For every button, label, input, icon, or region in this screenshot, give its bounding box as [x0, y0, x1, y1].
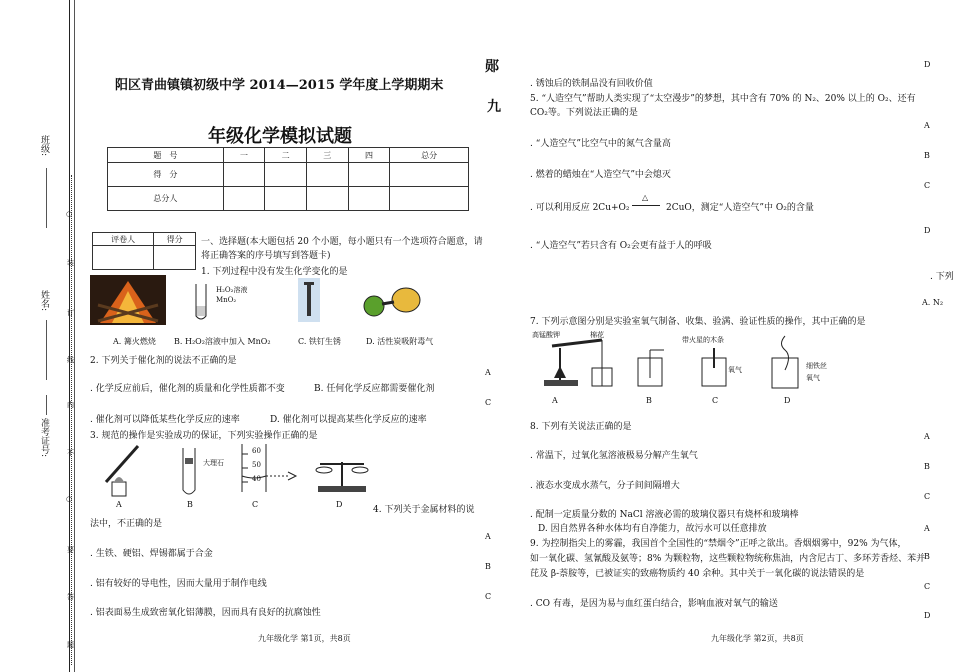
- seal-char-5: 不: [67, 449, 74, 457]
- bonfire-image: [90, 275, 166, 325]
- question-5: 5. “人造空气”帮助人类实现了“太空漫步”的梦想，其中含有 70% 的 N₂、20% 以上的 O₂、还有: [530, 94, 916, 104]
- score-table: [107, 147, 469, 211]
- right-margin-letter: A: [924, 524, 930, 533]
- score-row-label: 得 分: [108, 163, 224, 187]
- test-tube-image: [188, 282, 214, 324]
- left-margin-letter: A: [485, 368, 491, 377]
- q5-option-3: . 可以利用反应 2Cu+O₂: [530, 203, 630, 213]
- seal-circle-2: ○: [66, 495, 73, 503]
- name-label: 姓名:: [39, 290, 49, 312]
- right-margin-letter: A: [924, 121, 930, 130]
- side-char-1: 郧: [485, 59, 499, 75]
- score-cell[interactable]: [223, 163, 265, 187]
- q7-figure-a-apparatus: [534, 338, 614, 390]
- q7-figure-c-bottle: [698, 346, 732, 388]
- seal-char-7: 答: [67, 593, 74, 601]
- question-8: 8. 下列有关说法正确的是: [530, 422, 632, 432]
- left-margin-letter: A: [485, 532, 491, 541]
- q7-letter-d: D: [784, 396, 791, 405]
- binding-line-outer: [69, 0, 70, 672]
- grader-table: [92, 232, 196, 270]
- left-margin-letter: C: [485, 592, 492, 601]
- q7-label-wire: 细铁丝: [806, 362, 827, 370]
- reaction-arrow-line: [632, 205, 660, 206]
- seal-char-2: 订: [67, 309, 74, 317]
- score-header-2: 二: [265, 148, 307, 163]
- q3-letter-a: A: [116, 500, 122, 509]
- question-7: 7. 下列示意图分别是实验室氧气制备、收集、验满、验证性质的操作，其中正确的是: [530, 317, 866, 327]
- q7-label-oxygen-c: 氧气: [728, 366, 742, 374]
- seal-char-8: 题: [67, 641, 74, 649]
- right-margin-letter: C: [924, 181, 931, 190]
- question-9-cont-2: 芘及 β-萘胺等，已被证实的致癌物质约 40 余种。其中关于一氧化碳的说法错误的是: [530, 569, 865, 579]
- q5-option-3-cont: 2CuO，测定“人造空气”中 O₂的含量: [666, 203, 814, 213]
- question-5-cont: CO₂等。下列说法正确的是: [530, 108, 638, 118]
- right-margin-letter: C: [924, 582, 931, 591]
- right-margin-letter: B: [924, 462, 930, 471]
- grader-row-label: 总分人: [108, 187, 224, 211]
- q7-letter-c: C: [712, 396, 719, 405]
- score-cell[interactable]: [306, 163, 348, 187]
- question-9: 9. 为控制指尖上的雾霾，我国首个全国性的“禁烟令”正呼之欲出。香烟烟雾中，92% 为气体，: [530, 539, 907, 549]
- seal-char-3: 线: [67, 356, 74, 364]
- q3-figure-c-cylinder: [238, 442, 308, 498]
- seal-char-1: 装: [67, 259, 74, 267]
- score-cell[interactable]: [223, 187, 265, 211]
- q3-letter-c: C: [252, 500, 259, 509]
- left-margin-letter: C: [485, 398, 492, 407]
- q5-option-4: . “人造空气”若只含有 O₂会更有益于人的呼吸: [530, 241, 712, 251]
- question-9-cont-1: 如一氧化碳、氢氰酸及氨等；8% 为颗粒物，这些颗粒物统称焦油，内含尼古丁、多环芳香烃、苯并: [530, 554, 926, 564]
- right-margin-letter: B: [924, 552, 930, 561]
- q2-option-d: D. 催化剂可以提高某些化学反应的速率: [270, 415, 427, 425]
- points-header: 得分: [154, 233, 196, 246]
- exam-title-line2: 年级化学模拟试题: [208, 126, 352, 147]
- heat-triangle: △: [642, 193, 649, 202]
- score-header-1: 一: [223, 148, 265, 163]
- score-header-total: 总分: [390, 148, 469, 163]
- side-char-2: 九: [487, 99, 501, 115]
- q9-option-1: . CO 有毒，是因为易与血红蛋白结合，影响血液对氧气的输送: [530, 599, 778, 609]
- right-margin-letter: A: [924, 432, 930, 441]
- question-3: 3. 规范的操作是实验成功的保证，下列实验操作正确的是: [90, 431, 318, 441]
- q7-figure-b-bottle: [634, 348, 666, 388]
- name-underline: [46, 320, 47, 380]
- q4-option-3: . 铝表面易生成致密氧化铝薄膜，因而具有良好的抗腐蚀性: [90, 608, 321, 618]
- score-cell[interactable]: [265, 163, 307, 187]
- seal-char-6: 要: [67, 546, 74, 554]
- score-cell[interactable]: [348, 187, 390, 211]
- seal-circle-1: ○: [66, 210, 73, 218]
- seal-char-4: 内: [67, 401, 74, 409]
- left-margin-letter: B: [485, 562, 491, 571]
- score-cell[interactable]: [390, 187, 469, 211]
- q3-figure-a-heating: [98, 442, 148, 500]
- right-margin-letter: D: [924, 611, 931, 620]
- gas-mask-image: [360, 284, 424, 320]
- scale-50: 50: [252, 461, 261, 469]
- grader-cell[interactable]: [93, 246, 154, 270]
- q2-option-b: B. 任何化学反应都需要催化剂: [314, 384, 435, 394]
- q8-option-3: . 配制一定质量分数的 NaCl 溶液必需的玻璃仪器只有烧杯和玻璃棒: [530, 510, 799, 520]
- question-1: 1. 下列过程中没有发生化学变化的是: [201, 267, 348, 277]
- q6-fragment: . 下列: [930, 272, 954, 282]
- section1-instruction-cont: 将正确答案的序号填写到答题卡): [201, 251, 331, 261]
- class-underline: [46, 168, 47, 228]
- q2-option-a: . 化学反应前后，催化剂的质量和化学性质都不变: [90, 384, 285, 394]
- q7-label-oxygen-d: 氧气: [806, 374, 820, 382]
- question-2: 2. 下列关于催化剂的说法不正确的是: [90, 356, 237, 366]
- q5-option-2: . 燃着的蜡烛在“人造空气”中会熄灭: [530, 170, 671, 180]
- q7-label-cotton: 棉花: [590, 331, 604, 339]
- score-header-3: 三: [306, 148, 348, 163]
- q7-figure-d-bottle: [768, 334, 802, 390]
- score-cell[interactable]: [348, 163, 390, 187]
- exam-no-label: 准考证号:: [39, 418, 49, 458]
- q3-letter-d: D: [336, 500, 343, 509]
- q4-option-4: . 锈蚀后的铁制品没有回收价值: [530, 79, 653, 89]
- score-cell[interactable]: [306, 187, 348, 211]
- mno2-label: MnO₂: [216, 296, 237, 304]
- grader-header: 评卷人: [93, 233, 154, 246]
- question-4: 4. 下列关于金属材料的说: [373, 505, 475, 515]
- q1-option-d: D. 活性炭吸附毒气: [366, 337, 434, 346]
- right-margin-letter: D: [924, 226, 931, 235]
- exam-no-underline: [46, 395, 47, 415]
- score-header-qno: 题 号: [108, 148, 224, 163]
- q8-option-2: . 液态水变成水蒸气，分子间间隔增大: [530, 481, 680, 491]
- scale-60: 60: [252, 447, 261, 455]
- q2-option-c: . 催化剂可以降低某些化学反应的速率: [90, 415, 240, 425]
- q5-option-1: . “人造空气”比空气中的氮气含量高: [530, 139, 671, 149]
- score-cell[interactable]: [390, 163, 469, 187]
- q4-option-1: . 生铁、硬铝、焊锡都属于合金: [90, 549, 213, 559]
- binding-line-inner: [74, 0, 75, 672]
- q8-option-1: . 常温下，过氧化氢溶液极易分解产生氧气: [530, 451, 698, 461]
- page-footer-2: 九年级化学 第2页，共8页: [711, 634, 804, 643]
- points-cell[interactable]: [154, 246, 196, 270]
- section1-instruction: 一、选择题(本大题包括 20 个小题，每小题只有一个选项符合题意，请: [201, 237, 483, 247]
- q3-figure-b-tube: [180, 446, 198, 498]
- page-footer-1: 九年级化学 第1页，共8页: [258, 634, 351, 643]
- class-label: 班级:: [39, 135, 49, 157]
- q3-figure-d-balance: [312, 450, 372, 494]
- q7-label-splint: 带火星的木条: [682, 336, 724, 344]
- q1-option-b: B. H₂O₂溶液中加入 MnO₂: [174, 337, 271, 346]
- h2o2-label: H₂O₂溶液: [216, 286, 248, 294]
- marble-label: 大理石: [203, 459, 224, 467]
- q8-option-4: D. 因自然界各种水体均有自净能力，故污水可以任意排放: [538, 524, 767, 534]
- q1-option-c: C. 铁钉生锈: [298, 337, 341, 346]
- score-header-4: 四: [348, 148, 390, 163]
- q7-letter-b: B: [646, 396, 652, 405]
- q7-label-kmno4: 高锰酸钾: [532, 331, 560, 339]
- scale-40: 40: [252, 475, 261, 483]
- question-4-cont: 法中，不正确的是: [90, 519, 163, 529]
- q1-option-a: A. 篝火燃烧: [113, 337, 156, 346]
- q7-letter-a: A: [552, 396, 558, 405]
- right-margin-letter: D: [924, 60, 931, 69]
- right-margin-letter: C: [924, 492, 931, 501]
- q4-option-2: . 铝有较好的导电性，因而大量用于制作电线: [90, 579, 267, 589]
- q3-letter-b: B: [187, 500, 193, 509]
- q6-fragment-2: A. N₂: [922, 298, 944, 307]
- right-margin-letter: B: [924, 151, 930, 160]
- score-cell[interactable]: [265, 187, 307, 211]
- exam-title-line1: 阳区青曲镇镇初级中学 2014—2015 学年度上学期期末: [115, 78, 444, 93]
- rusty-nail-image: [298, 278, 320, 322]
